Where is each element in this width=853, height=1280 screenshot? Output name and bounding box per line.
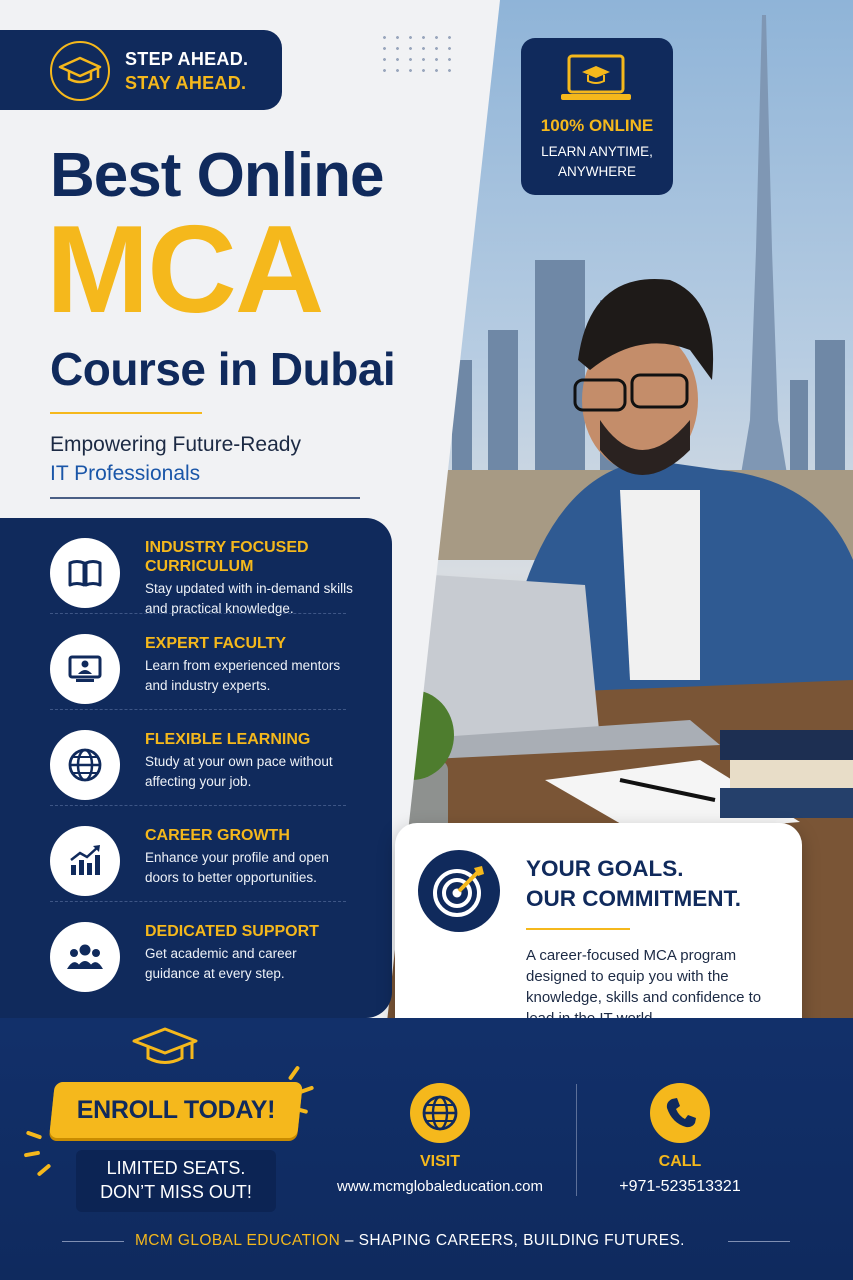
enroll-button[interactable] [49,1082,303,1138]
goals-line2: OUR COMMITMENT. [526,886,741,911]
online-title: 100% ONLINE [540,116,654,135]
feature-title: INDUSTRY FOCUSED CURRICULUM [145,539,309,575]
subtitle-line2: IT Professionals [50,462,201,485]
feature-item [0,902,392,998]
feature-item [0,710,392,806]
feature-title: CAREER GROWTH [145,827,290,844]
feature-title: FLEXIBLE LEARNING [145,731,311,748]
growth-chart-icon [50,826,120,896]
enroll-button-label: ENROLL TODAY! [76,1096,276,1124]
online-line1: LEARN ANYTIME, [541,144,653,159]
subtitle-line1: Empowering Future-Ready [50,433,301,456]
footer-tagline [135,1232,685,1250]
globe-icon [410,1083,470,1143]
limited-line1: LIMITED SEATS. [106,1158,246,1178]
headline-line1: Best Online [50,141,384,210]
footer-brand: MCM GLOBAL EDUCATION [135,1232,341,1249]
feature-title: DEDICATED SUPPORT [145,923,319,940]
open-book-icon [50,538,120,608]
feature-desc: Study at your own pace without affecting your job. [145,754,333,789]
subtitle-divider [50,497,360,499]
website-link[interactable]: www.mcmglobaleducation.com [337,1178,543,1195]
support-group-icon [50,922,120,992]
feature-item [0,518,392,614]
goals-line1: YOUR GOALS. [526,856,684,881]
limited-seats-box [76,1150,276,1212]
feature-title: EXPERT FACULTY [145,635,287,652]
feature-desc: Learn from experienced mentors and industry experts. [145,658,341,693]
online-badge [521,38,673,195]
feature-desc: Get academic and career guidance at every step. [145,946,297,981]
headline-mca: MCA [46,201,323,339]
phone-number-link[interactable]: +971-523513321 [619,1178,741,1195]
target-icon [418,850,500,932]
badge-line1: STEP AHEAD. [125,49,249,69]
laptop-cap-icon [521,38,673,118]
graduation-cap-icon [130,1025,200,1073]
feature-desc: Stay updated with in-demand skills and practical knowledge. [145,581,353,616]
decorative-dots [378,32,456,77]
globe-icon [50,730,120,800]
feature-item [0,614,392,710]
accent-divider [50,412,202,414]
features-panel [0,518,392,1018]
online-faculty-icon [50,634,120,704]
graduation-cap-icon [50,41,110,101]
online-line2: ANYWHERE [557,164,636,179]
feature-desc: Enhance your profile and open doors to better opportunities. [145,850,329,885]
goals-desc: A career-focused MCA program designed to equip you with the knowledge, skills and confidence to [526,947,762,1006]
footer-slogan: – SHAPING CAREERS, BUILDING FUTURES. [340,1232,685,1249]
badge-line2: STAY AHEAD. [125,73,247,93]
headline-line3: Course in Dubai [50,343,396,395]
feature-item [0,806,392,902]
visit-label: VISIT [419,1153,460,1170]
tagline-badge [0,30,282,110]
call-label: CALL [658,1153,702,1170]
limited-line2: DON’T MISS OUT! [100,1182,252,1202]
phone-icon [650,1083,710,1143]
goals-card [395,823,802,1051]
